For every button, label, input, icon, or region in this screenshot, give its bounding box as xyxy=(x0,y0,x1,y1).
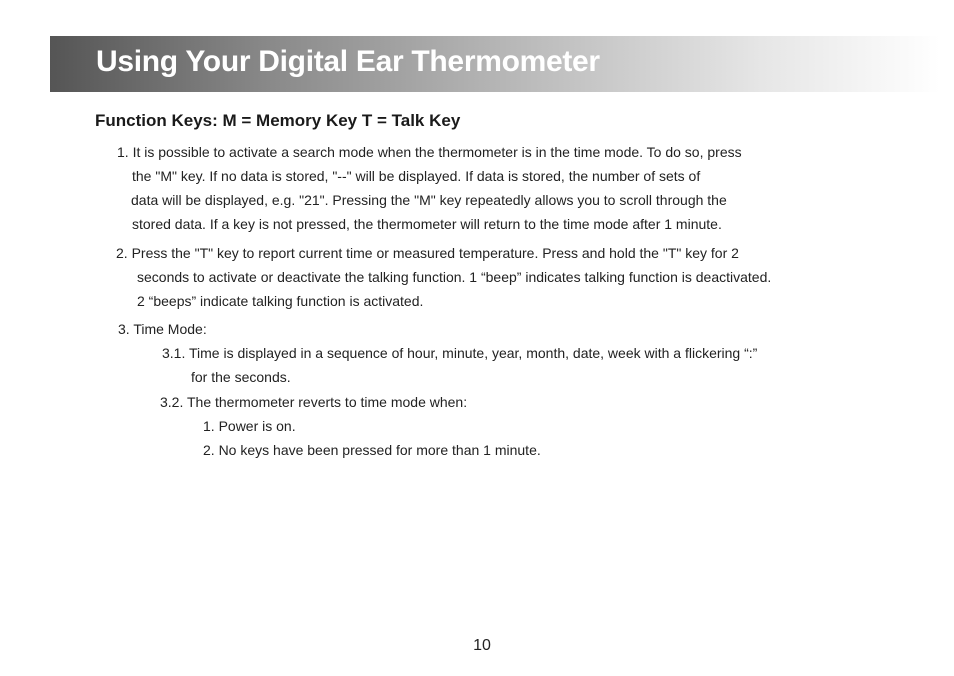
item-3-1-line-1: 3.1. Time is displayed in a sequence of hour, minute, year, month, date, week with a flickering “:” xyxy=(162,345,758,361)
item-3-label: 3. Time Mode: xyxy=(118,321,207,337)
header-bar xyxy=(50,36,940,92)
page-number: 10 xyxy=(473,637,491,654)
item-1-line-4: stored data. If a key is not pressed, the thermometer will return to the time mode after 1 minute. xyxy=(132,216,722,232)
item-3-2-point-2: 2. No keys have been pressed for more than 1 minute. xyxy=(203,442,541,458)
item-2-line-2: seconds to activate or deactivate the talking function. 1 “beep” indicates talking function is deactivated. xyxy=(137,269,772,285)
item-1-line-2: the "M" key. If no data is stored, "--" will be displayed. If data is stored, the number of sets of xyxy=(132,168,701,184)
item-1-line-3: data will be displayed, e.g. "21". Pressing the "M" key repeatedly allows you to scroll through the xyxy=(131,192,727,208)
item-3-1-line-2: for the seconds. xyxy=(191,369,291,385)
item-2-line-1: 2. Press the "T" key to report current time or measured temperature. Press and hold the "T" key for 2 xyxy=(116,245,739,261)
item-1-line-1: 1. It is possible to activate a search mode when the thermometer is in the time mode. To do so, press xyxy=(117,144,742,160)
item-3-2-label: 3.2. The thermometer reverts to time mode when: xyxy=(160,394,468,410)
page-title: Using Your Digital Ear Thermometer xyxy=(96,45,600,78)
section-heading: Function Keys: M = Memory Key T = Talk Key xyxy=(95,111,461,130)
item-2-line-3: 2 “beeps” indicate talking function is activated. xyxy=(137,293,424,309)
item-3-2-point-1: 1. Power is on. xyxy=(203,418,296,434)
